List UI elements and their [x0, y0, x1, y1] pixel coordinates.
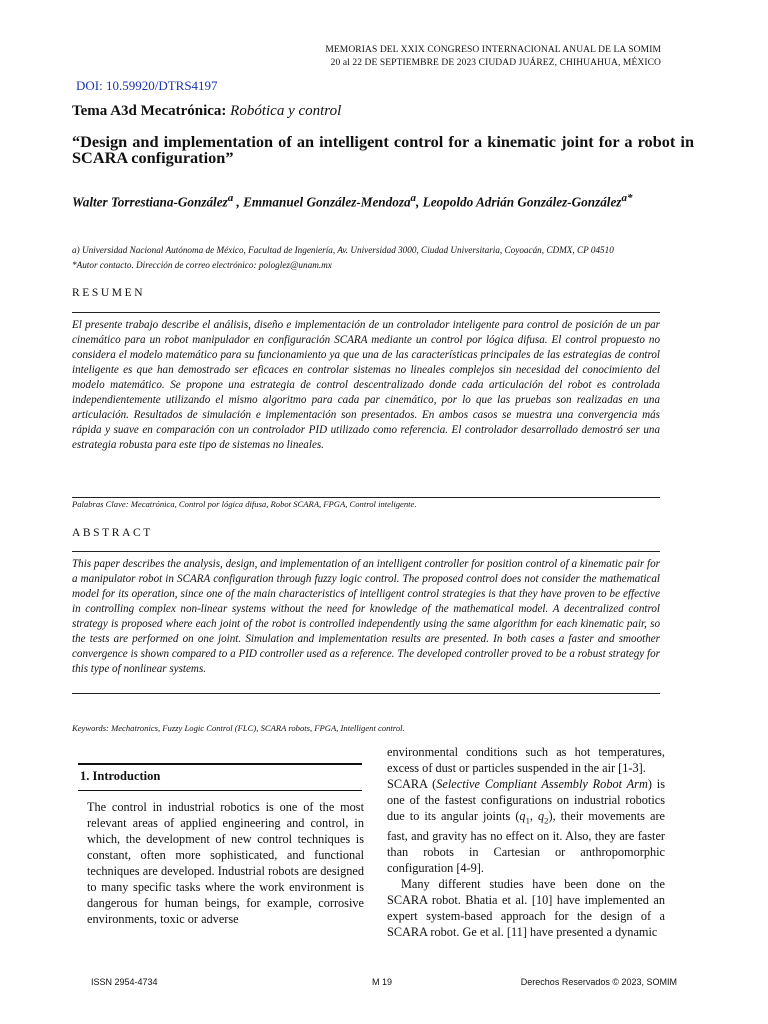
topic-line: [72, 103, 341, 120]
author-list: Walter Torrestiana-González$^a$ , Emmanuel González-Mendoza$^a$, Leopoldo Adrián González-González$^{a*}$: [72, 192, 633, 210]
author-1-affil: a: [227, 192, 234, 204]
abstract-top-rule: [72, 551, 660, 552]
resumen-bottom-rule: [72, 497, 660, 498]
intro-bottom-rule: [78, 790, 362, 791]
resumen-text: El presente trabajo describe el análisis, diseño e implementación de un controlador inteligente para control de posición de un par cinemático para un robot manipulador en configuración SCARA mediante un control por lógica difusa. El control propuesto no considera el modelo matemático para su funcionamiento ya que una de las características principales de las estrategias de control inteligente es que han demostrado ser eficaces en controlar sistemas no lineales complejos sin necesidad del conocimiento del modelo matemático. Se propone una estrategia de control descentralizado donde cada articulación del robot es controlada independientemente utilizando el mismo algoritmo para cada par cinemático, por lo que las pruebas son realizadas en una articulación. Resultados de simulación e implementación son presentados. En ambos casos se muestra una convergencia más rápida y suave en comparación con un controlador PID utilizado como referencia. El controlador desarrollado demostró ser una estrategia robusta para este tipo de sistemas no lineales.: [72, 319, 660, 451]
paper-title: “Design and implementation of an intelligent control for a kinematic joint for a robot in SCARA configuration”: [72, 132, 694, 167]
resumen-keywords: Palabras Clave: Mecatrónica, Control por lógica difusa, Robot SCARA, FPGA, Control inteligente.: [72, 499, 417, 509]
footer-issn: ISSN 2954-4734: [91, 977, 158, 987]
affiliation: [72, 243, 692, 273]
abstract-keywords: Keywords: Mechatronics, Fuzzy Logic Control (FLC), SCARA robots, FPGA, Intelligent control.: [72, 723, 405, 733]
conference-header: [325, 44, 661, 70]
footer-page-number: M 19: [372, 977, 393, 987]
author-2-affil: a: [410, 192, 417, 204]
doi-link[interactable]: DOI: 10.59920/DTRS4197: [76, 78, 218, 93]
abstract-heading: ABSTRACT: [72, 527, 153, 539]
topic-subtitle: Robótica y control: [230, 103, 342, 119]
intro-paragraph-3: Many different studies have been done on the SCARA robot. Bhatia et al. [10] have implemented an expert system-based approach for the design of a SCARA robot. Ge et al. [11] have presented a dynamic: [387, 877, 665, 940]
intro-left-column: [87, 799, 364, 927]
intro-paragraph-1: The control in industrial robotics is one of the most relevant areas of applied engineering and control, in which, the development of new control techniques is constant, often more sophisticated, and functional techniques are developed. Industrial robots are designed to many specific tasks where the work environment is dangerous for human beings, for example, corrosive environments, toxic or adverse: [87, 800, 364, 926]
author-3: Leopoldo Adrián González-González: [422, 194, 622, 210]
conference-header-line2: 20 al 22 DE SEPTIEMBRE DE 2023 CIUDAD JUÁREZ, CHIHUAHUA, MÉXICO: [330, 58, 661, 68]
scara-expansion: Selective Compliant Assembly Robot Arm: [436, 777, 648, 791]
contact-line: *Autor contacto. Dirección de correo electrónico: pologlez@unam.mx: [72, 260, 332, 270]
author-2: Emmanuel González-Mendoza: [243, 194, 411, 210]
resumen-top-rule: [72, 312, 660, 313]
author-1: Walter Torrestiana-González: [72, 194, 228, 210]
intro-paragraph-1-cont: environmental conditions such as hot temperatures, excess of dust or particles suspended in the air [1-3].: [387, 745, 665, 775]
abstract-text: This paper describes the analysis, design, and implementation of an intelligent controller for position control of a kinematic pair for a manipulator robot in SCARA configuration through fuzzy logic control. The proposed control does not consider the mathematical model for its operation, since one of the main characteristics of intelligent control strategies is that they have proven to be effective in controlling complex non-linear systems without the need for knowledge of the mathematical model. A decentralized control strategy is proposed where each joint of the robot is controlled independently using the same algorithm for each kinematic pair, so the tests are performed on one joint. Simulation and implementation results are presented. In both cases a faster and smoother convergence is shown compared to a PID controller used as a reference. The developed controller proved to be a robust strategy for this type of nonlinear systems.: [72, 558, 660, 675]
intro-paragraph-2: SCARA (Selective Compliant Assembly Robot Arm) is one of the fastest configurations on industrial robotics due to its angular joints ($q_1$, $q_2$), their movements are fast, and gravity has no effect on it. Also, they are faster than robots in Cartesian or anthropomorphic configuration [4-9].: [387, 777, 666, 876]
author-3-affil: a*: [621, 192, 633, 204]
resumen-heading: RESUMEN: [72, 287, 146, 299]
footer-rights: Derechos Reservados © 2023, SOMIM: [520, 977, 677, 987]
abstract-bottom-rule: [72, 693, 660, 694]
affiliation-line: a) Universidad Nacional Autónoma de México, Facultad de Ingeniería, Av. Universidad 3000, Ciudad Universitaria, Coyoacán, CDMX, CP 04510: [72, 245, 614, 255]
intro-top-rule: [78, 763, 362, 765]
intro-right-column: [387, 744, 665, 940]
intro-heading: 1. Introduction: [80, 769, 161, 783]
topic-label: Tema A3d Mecatrónica:: [72, 103, 227, 119]
conference-header-line1: MEMORIAS DEL XXIX CONGRESO INTERNACIONAL ANUAL DE LA SOMIM: [325, 45, 661, 55]
